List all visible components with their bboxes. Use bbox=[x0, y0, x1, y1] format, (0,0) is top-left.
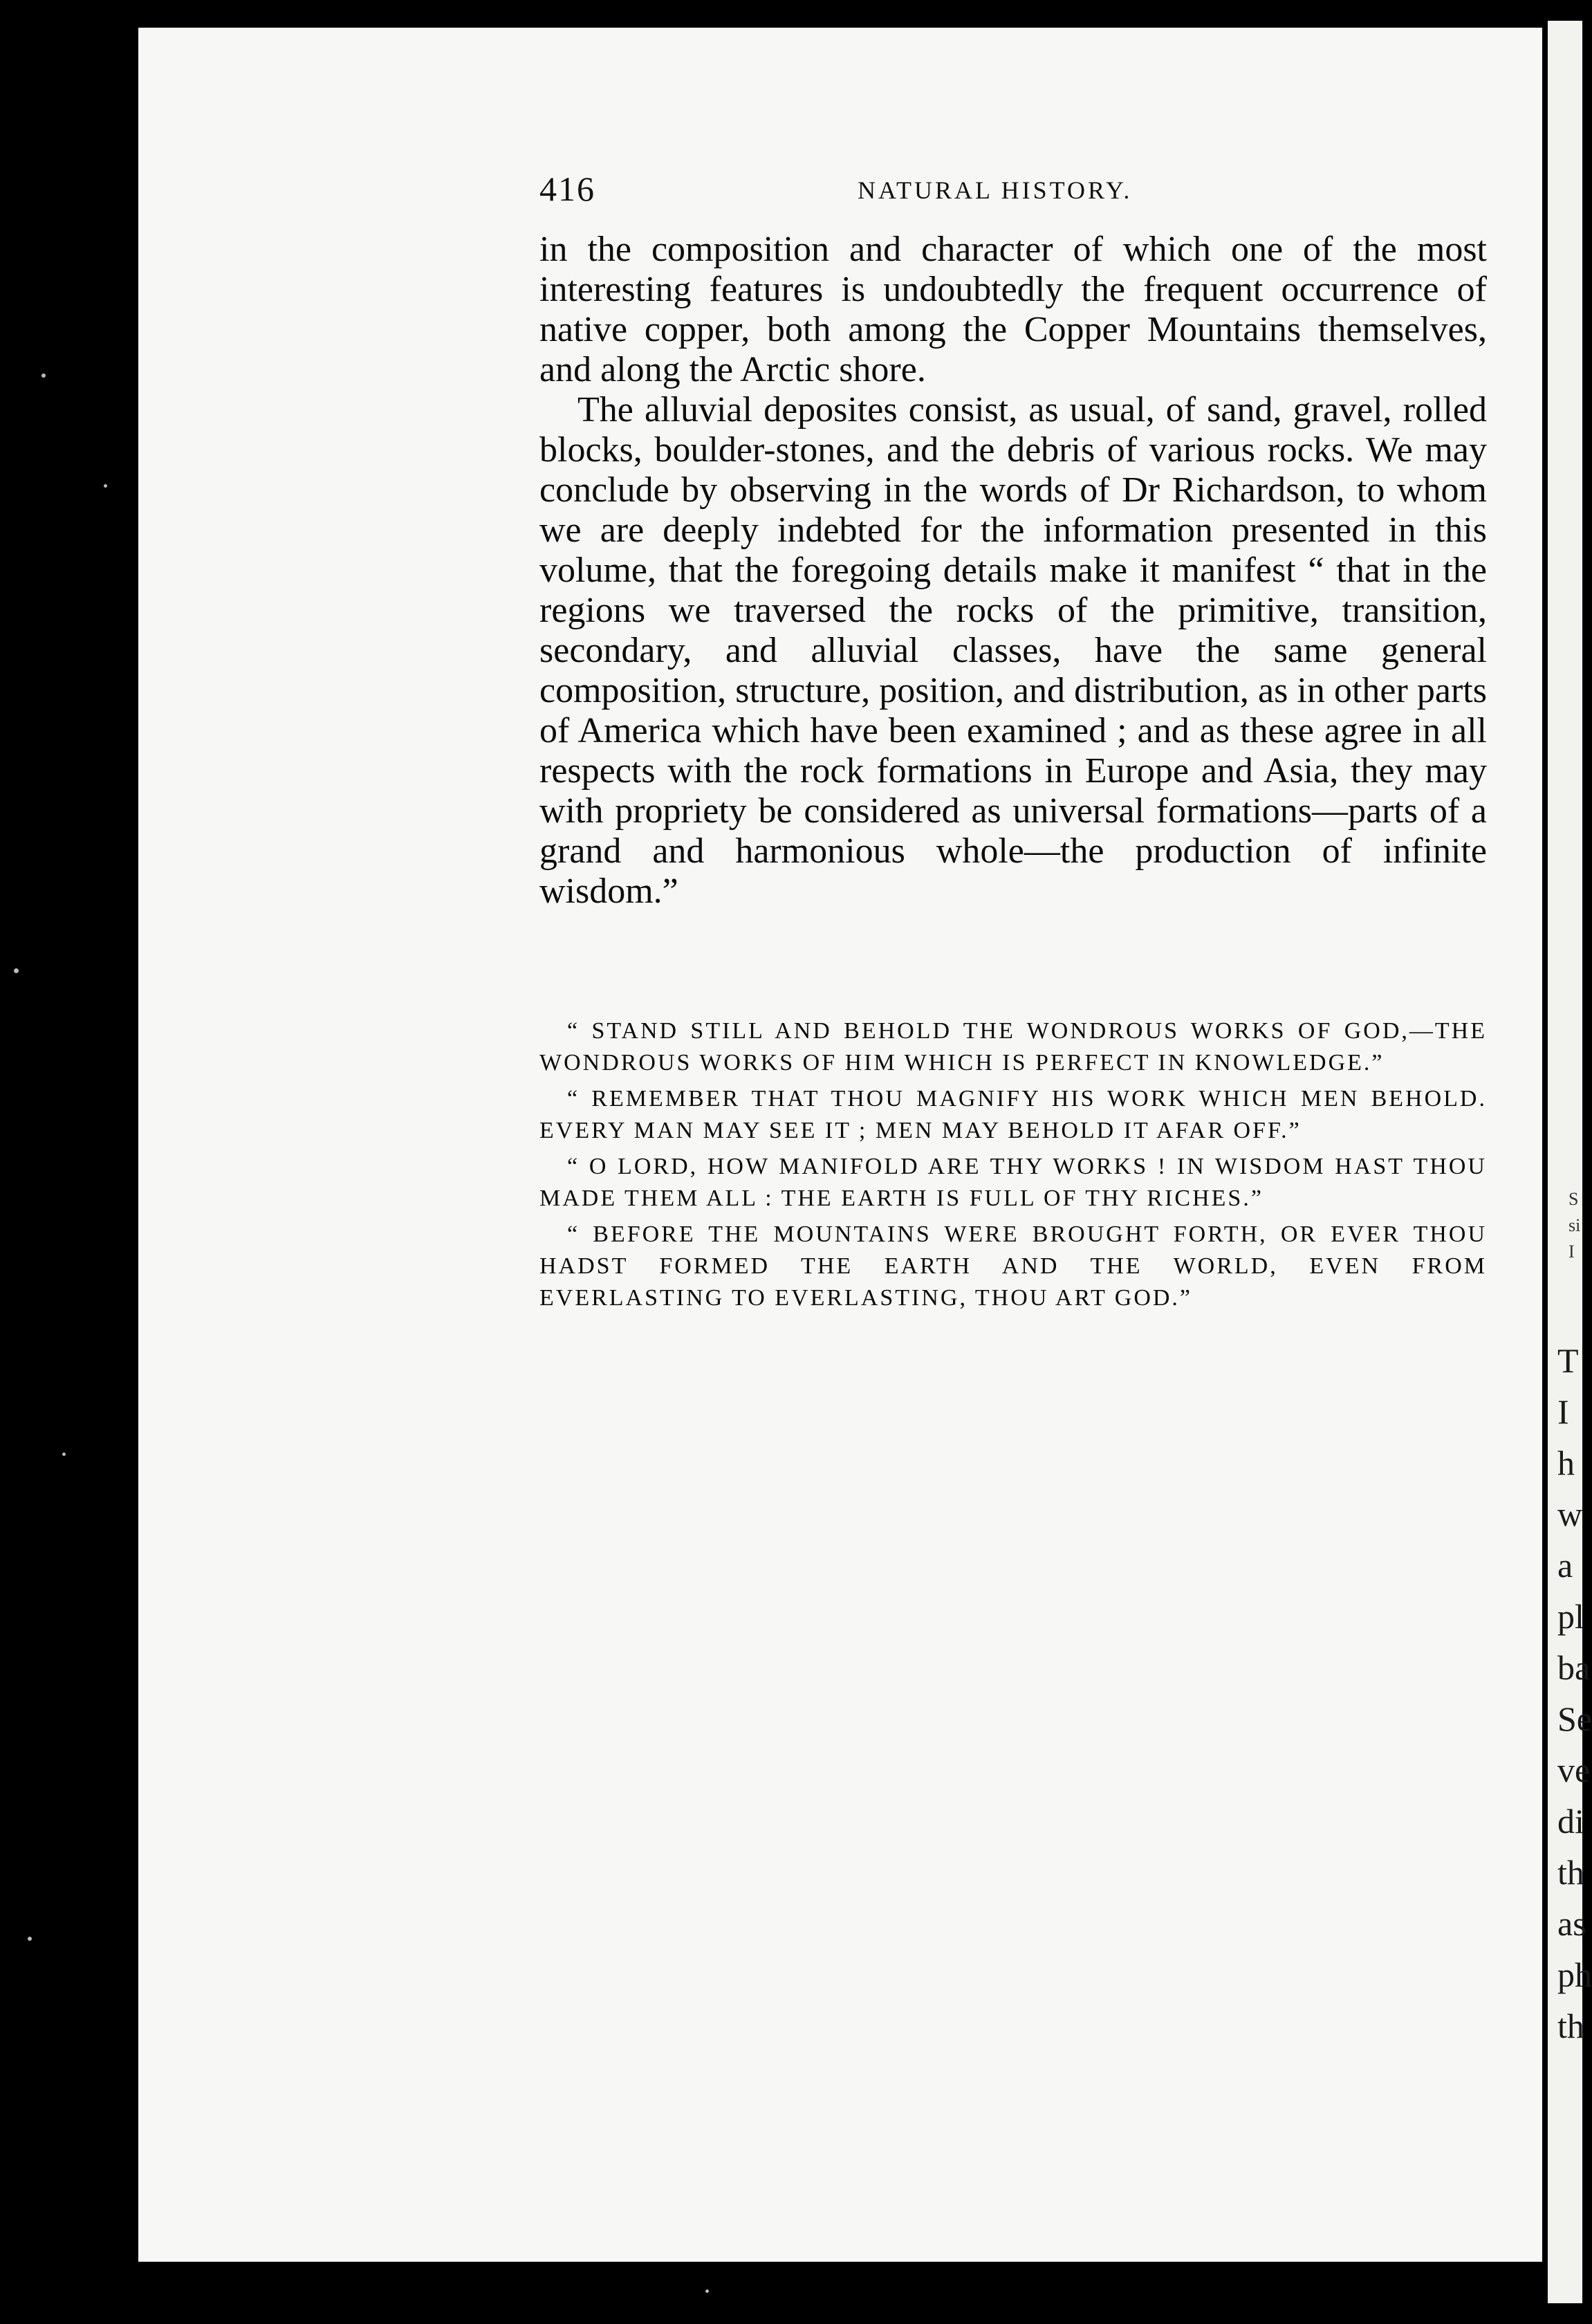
scan-speck bbox=[41, 374, 46, 378]
paragraph: in the composition and character of which one of the most interesting features is undoubtedly the frequent occurrence of native copper, both among the Copper Mountains themselves, and along the Arctic shore. bbox=[539, 230, 1487, 389]
scan-speck bbox=[14, 968, 19, 973]
scan-speck bbox=[705, 2289, 709, 2293]
facing-page-fragment-small: S si I bbox=[1568, 1189, 1581, 1262]
page-number: 416 bbox=[539, 169, 595, 208]
quote: “ BEFORE THE MOUNTAINS WERE BROUGHT FORTH, OR EVER THOU HADST FORMED THE EARTH AND THE WORLD, EVEN FROM EVERLASTING TO EVERLASTING, THOU ART GOD.” bbox=[539, 1221, 1487, 1311]
page-header bbox=[539, 169, 1487, 210]
running-head: NATURAL HISTORY. bbox=[858, 176, 1133, 204]
quote: “ O LORD, HOW MANIFOLD ARE THY WORKS ! IN WISDOM HAST THOU MADE THEM ALL : THE EARTH IS FULL OF THY RICHES.” bbox=[539, 1154, 1487, 1211]
facing-page-fragment-letters: T I h w a pl ba Se ve di th as ph th bbox=[1557, 1341, 1592, 2045]
quote: “ STAND STILL AND BEHOLD THE WONDROUS WORKS OF GOD,—THE WONDROUS WORKS OF HIM WHICH IS PERFECT IN KNOWLEDGE.” bbox=[539, 1018, 1487, 1076]
quote: “ REMEMBER THAT THOU MAGNIFY HIS WORK WHICH MEN BEHOLD. EVERY MAN MAY SEE IT ; MEN MAY BEHOLD IT AFAR OFF.” bbox=[539, 1086, 1487, 1143]
scripture-quotes bbox=[539, 1015, 1487, 1318]
scan-speck bbox=[62, 1452, 66, 1456]
body-text bbox=[539, 230, 1487, 912]
paragraph: The alluvial deposites consist, as usual, of sand, gravel, rolled blocks, boulder-stones, and the debris of various rocks. We may conclude by observing in the words of Dr Richardson, to whom we are deeply indebted for the information presented in this volume, that the foregoing details make it manifest “ that in the regions we traversed the rocks of the primitive, transition, secondary, and alluvial classes, have the same general composition, structure, position, and distribution, as in other parts of America which have been examined ; and as these agree in all respects with the rock formations in Europe and Asia, they may with propriety be considered as universal formations—parts of a grand and harmonious whole—the production of infinite wisdom.” bbox=[539, 390, 1487, 911]
scan-speck bbox=[28, 1937, 32, 1941]
scan-speck bbox=[104, 484, 107, 488]
